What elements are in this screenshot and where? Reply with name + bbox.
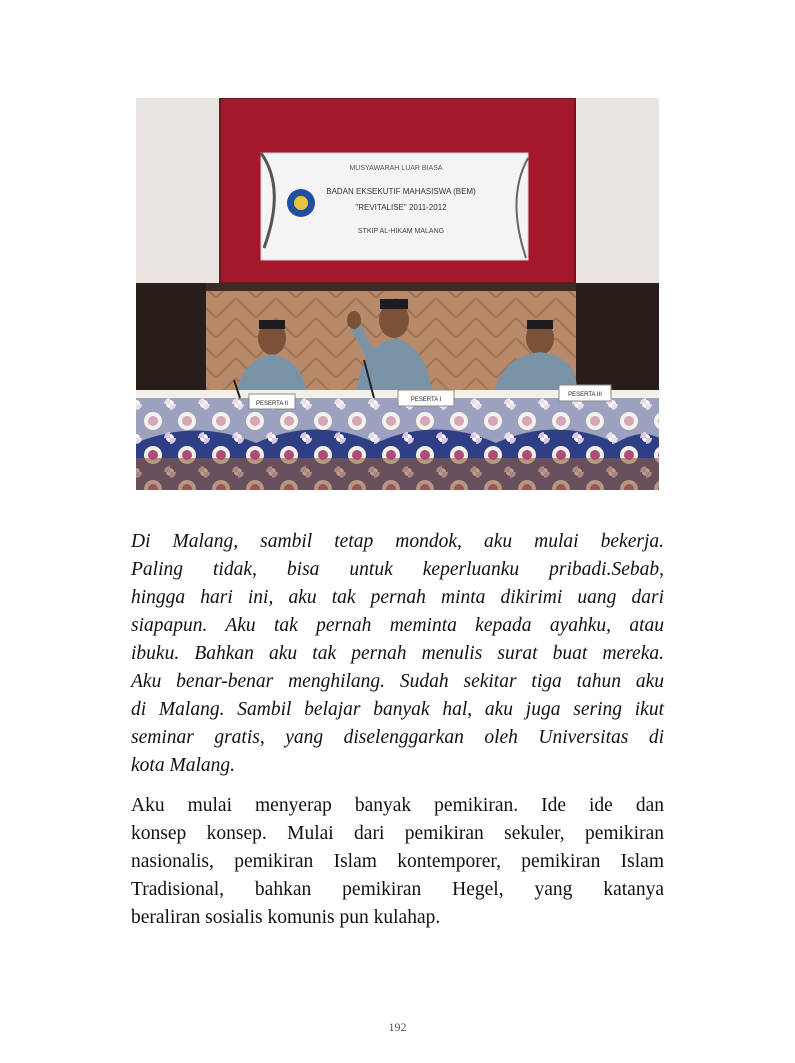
paragraph-line: beraliran sosialis komunis pun kulahap.: [131, 907, 441, 928]
banner-line-3: "REVITALISE" 2011-2012: [355, 203, 447, 212]
banner: [261, 153, 528, 260]
paragraph-line: konsep konsep. Mulai dari pemikiran sekuler, pemikiran: [131, 823, 664, 844]
svg-text:PESERTA II: PESERTA II: [255, 401, 289, 407]
paragraph-line: di Malang. Sambil belajar banyak hal, aku juga sering ikut: [131, 699, 664, 720]
nameplate-right: [559, 385, 611, 401]
svg-text:PESERTA III: PESERTA III: [568, 392, 602, 398]
paragraph-line: Tradisional, bahkan pemikiran Hegel, yang katanya: [131, 879, 664, 900]
paragraph-line: ibuku. Bahkan aku tak pernah menulis surat buat mereka.: [131, 643, 664, 664]
paragraph-line: siapapun. Aku tak pernah meminta kepada ayahku, atau: [131, 615, 664, 636]
banner-line-1: MUSYAWARAH LUAR BIASA: [349, 165, 443, 172]
paragraph-line: Aku mulai menyerap banyak pemikiran. Ide ide dan: [131, 795, 664, 816]
banner-line-4: STKIP AL-HIKAM MALANG: [357, 228, 445, 235]
paragraph-line: nasionalis, pemikiran Islam kontemporer, pemikiran Islam: [131, 851, 664, 872]
paragraph-line: kota Malang.: [131, 755, 235, 776]
page-number: 192: [388, 1020, 407, 1034]
paragraph-line: Di Malang, sambil tetap mondok, aku mulai bekerja.: [131, 531, 664, 552]
paragraph-line: seminar gratis, yang diselenggarkan oleh Universitas di: [131, 727, 664, 748]
nameplate-left: [249, 394, 295, 409]
paragraph-line: Paling tidak, bisa untuk keperluanku pribadi.Sebab,: [131, 559, 664, 580]
paragraph-italic: [131, 528, 664, 780]
paragraph-line: hingga hari ini, aku tak pernah minta dikirimi uang dari: [131, 587, 664, 608]
paragraph-line: Aku benar-benar menghilang. Sudah sekitar tiga tahun aku: [131, 671, 664, 692]
banner-line-2: BADAN EKSEKUTIF MAHASISWA (BEM): [326, 187, 476, 196]
seminar-photo: [136, 98, 659, 490]
paragraph-normal: [131, 792, 664, 932]
svg-text:PESERTA I: PESERTA I: [410, 397, 442, 403]
nameplate-center: [398, 390, 454, 406]
